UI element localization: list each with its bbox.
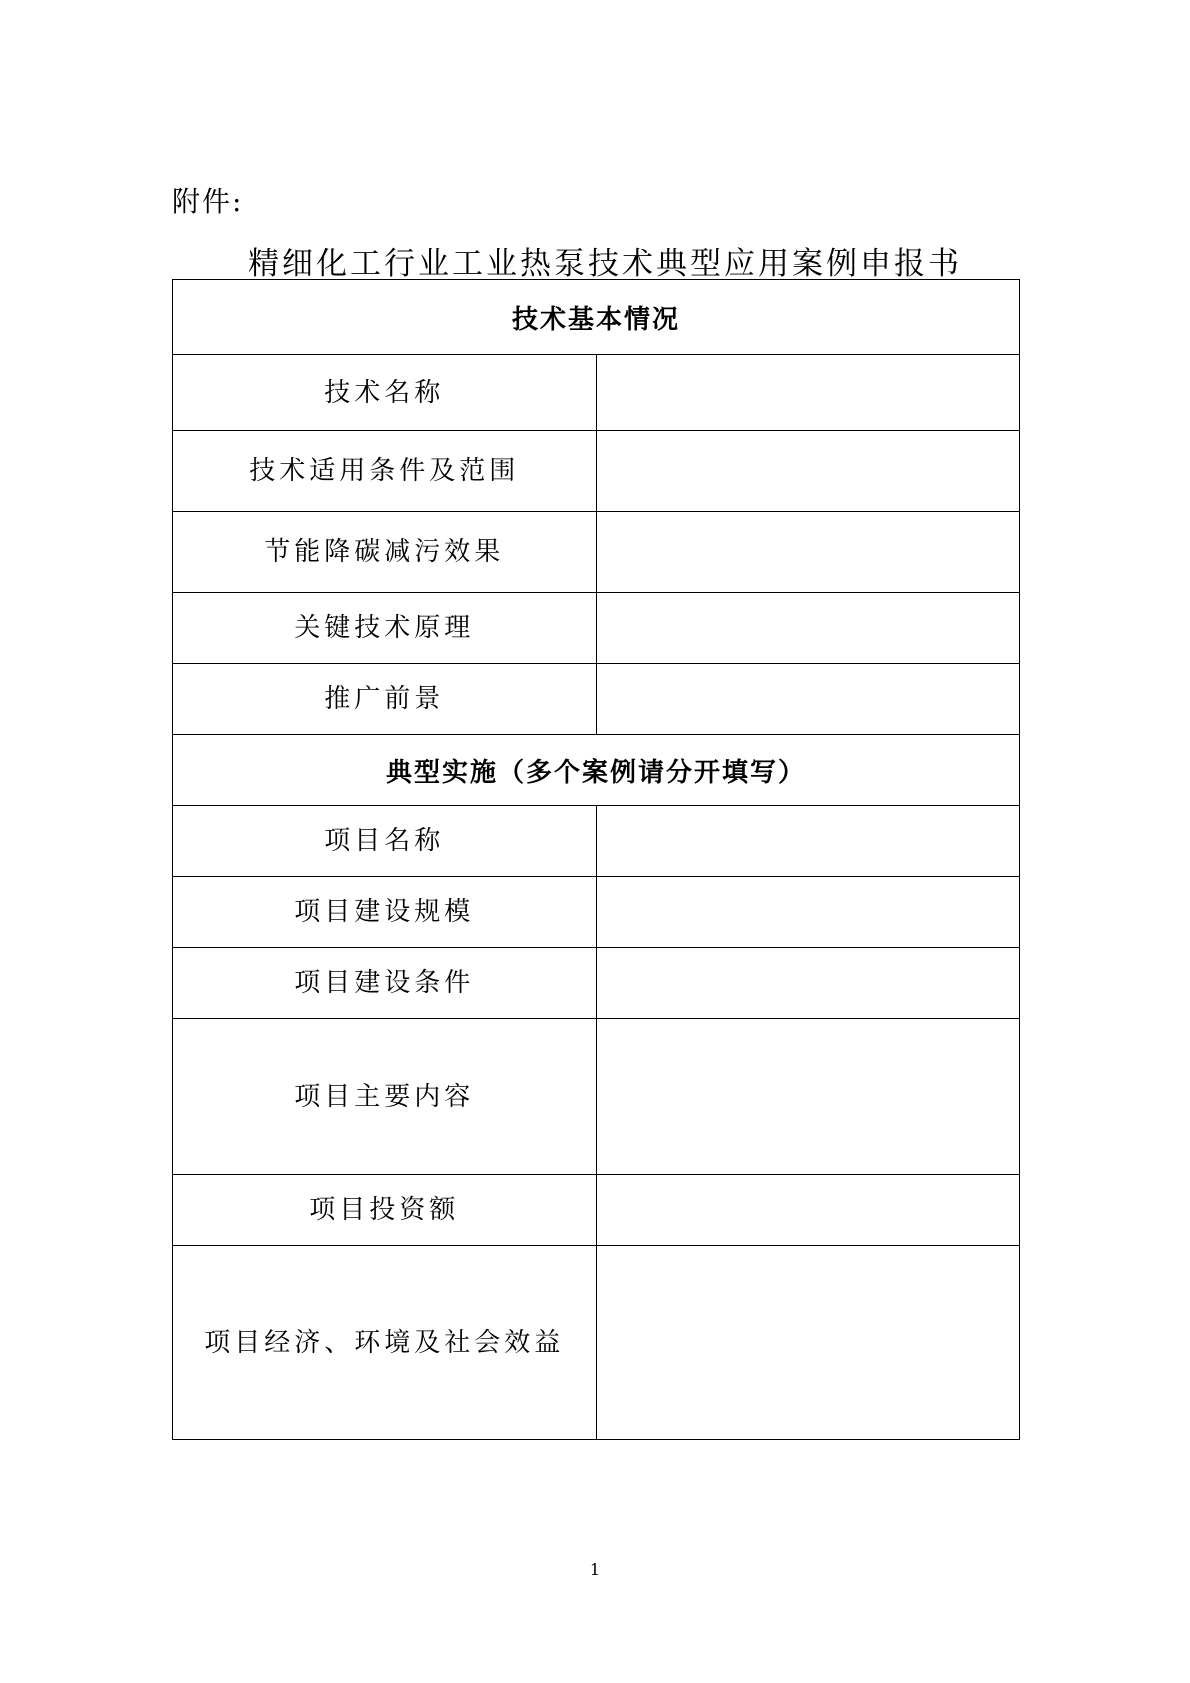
field-project-content[interactable] <box>596 1019 1020 1175</box>
label-project-name: 项目名称 <box>173 806 597 877</box>
field-project-benefits[interactable] <box>596 1246 1020 1440</box>
table-row <box>173 512 1020 593</box>
label-tech-conditions: 技术适用条件及范围 <box>173 431 597 512</box>
label-project-content: 项目主要内容 <box>173 1019 597 1175</box>
table-row <box>173 1019 1020 1175</box>
label-project-scale: 项目建设规模 <box>173 877 597 948</box>
document-title: 精细化工行业工业热泵技术典型应用案例申报书 <box>248 246 962 282</box>
label-project-conditions: 项目建设条件 <box>173 948 597 1019</box>
field-tech-name[interactable] <box>596 355 1020 431</box>
section-header-tech: 技术基本情况 <box>173 280 1020 355</box>
label-tech-principle: 关键技术原理 <box>173 593 597 664</box>
field-project-investment[interactable] <box>596 1175 1020 1246</box>
label-project-benefits: 项目经济、环境及社会效益 <box>173 1246 597 1440</box>
field-project-name[interactable] <box>596 806 1020 877</box>
field-project-conditions[interactable] <box>596 948 1020 1019</box>
table-row <box>173 664 1020 735</box>
table-row <box>173 593 1020 664</box>
field-tech-conditions[interactable] <box>596 431 1020 512</box>
attachment-label: 附件: <box>172 185 244 218</box>
label-tech-name: 技术名称 <box>173 355 597 431</box>
section-header-implementation: 典型实施（多个案例请分开填写） <box>173 735 1020 806</box>
table-row <box>173 877 1020 948</box>
field-tech-prospect[interactable] <box>596 664 1020 735</box>
field-project-scale[interactable] <box>596 877 1020 948</box>
table-row <box>173 355 1020 431</box>
table-row <box>173 735 1020 806</box>
table-row <box>173 431 1020 512</box>
table-row <box>173 1246 1020 1440</box>
label-project-investment: 项目投资额 <box>173 1175 597 1246</box>
table-row <box>173 806 1020 877</box>
field-tech-effect[interactable] <box>596 512 1020 593</box>
table-row <box>173 280 1020 355</box>
field-tech-principle[interactable] <box>596 593 1020 664</box>
label-tech-prospect: 推广前景 <box>173 664 597 735</box>
label-tech-effect: 节能降碳减污效果 <box>173 512 597 593</box>
page-number: 1 <box>589 1560 601 1579</box>
table-row <box>173 1175 1020 1246</box>
application-form-table <box>172 279 1020 1440</box>
table-row <box>173 948 1020 1019</box>
